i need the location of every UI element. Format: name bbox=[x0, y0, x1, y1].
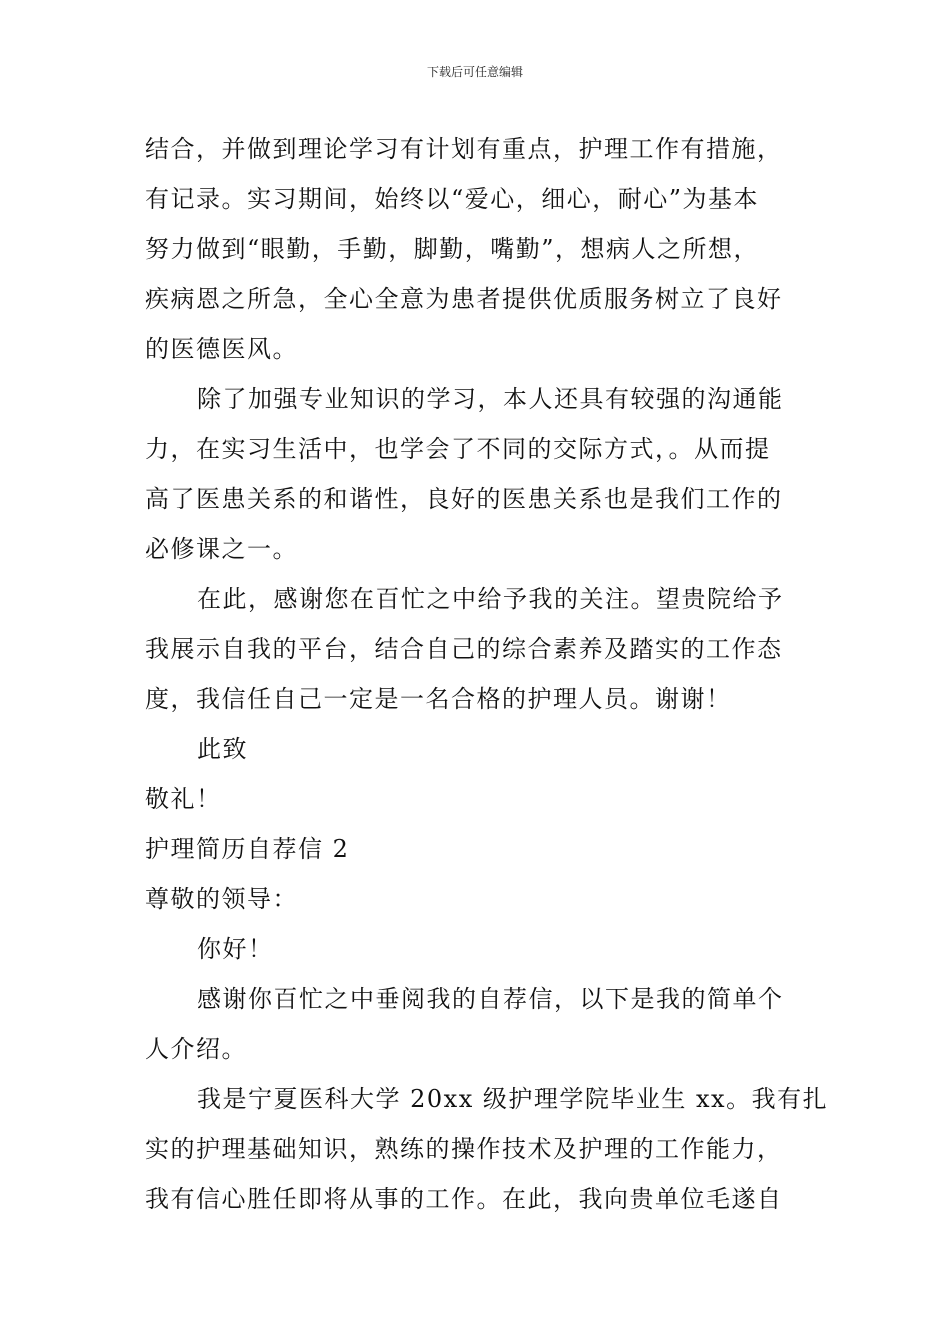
closing-regards: 敬礼！ bbox=[145, 785, 222, 813]
body-line: 的医德医风。 bbox=[145, 335, 298, 363]
greeting-hello: 你好！ bbox=[197, 935, 274, 963]
body-line: 努力做到“眼勤，手勤，脚勤，嘴勤”，想病人之所想， bbox=[145, 235, 760, 263]
body-line: 结合，并做到理论学习有计划有重点，护理工作有措施， bbox=[145, 135, 783, 163]
body-line: 实的护理基础知识，熟练的操作技术及护理的工作能力， bbox=[145, 1135, 783, 1163]
paragraph-start-line: 感谢你百忙之中垂阅我的自荐信，以下是我的简单个 bbox=[197, 985, 784, 1013]
paragraph-start-line: 除了加强专业知识的学习，本人还具有较强的沟通能 bbox=[197, 385, 784, 413]
letter-body bbox=[145, 124, 829, 1224]
body-line: 高了医患关系的和谐性，良好的医患关系也是我们工作的 bbox=[145, 485, 783, 513]
closing-salutation: 此致 bbox=[197, 735, 248, 763]
section-title: 护理简历自荐信 2 bbox=[145, 835, 350, 863]
body-line: 我有信心胜任即将从事的工作。在此，我向贵单位毛遂自 bbox=[145, 1185, 783, 1213]
body-line: 我展示自我的平台，结合自己的综合素养及踏实的工作态 bbox=[145, 635, 783, 663]
paragraph-start-line: 在此，感谢您在百忙之中给予我的关注。望贵院给予 bbox=[197, 585, 784, 613]
greeting-recipient: 尊敬的领导： bbox=[145, 885, 298, 913]
paragraph-start-line: 我是宁夏医科大学 20xx 级护理学院毕业生 xx。我有扎 bbox=[197, 1085, 829, 1113]
body-line: 力，在实习生活中，也学会了不同的交际方式，。从而提 bbox=[145, 435, 771, 463]
body-line: 必修课之一。 bbox=[145, 535, 298, 563]
body-line: 人介绍。 bbox=[145, 1035, 247, 1063]
page-header-note: 下载后可任意编辑 bbox=[426, 65, 523, 79]
body-line: 疾病恩之所急，全心全意为患者提供优质服务树立了良好 bbox=[145, 285, 783, 313]
body-line: 度，我信任自己一定是一名合格的护理人员。谢谢！ bbox=[145, 685, 732, 713]
body-line: 有记录。实习期间，始终以“爱心，细心，耐心”为基本 bbox=[145, 185, 760, 213]
